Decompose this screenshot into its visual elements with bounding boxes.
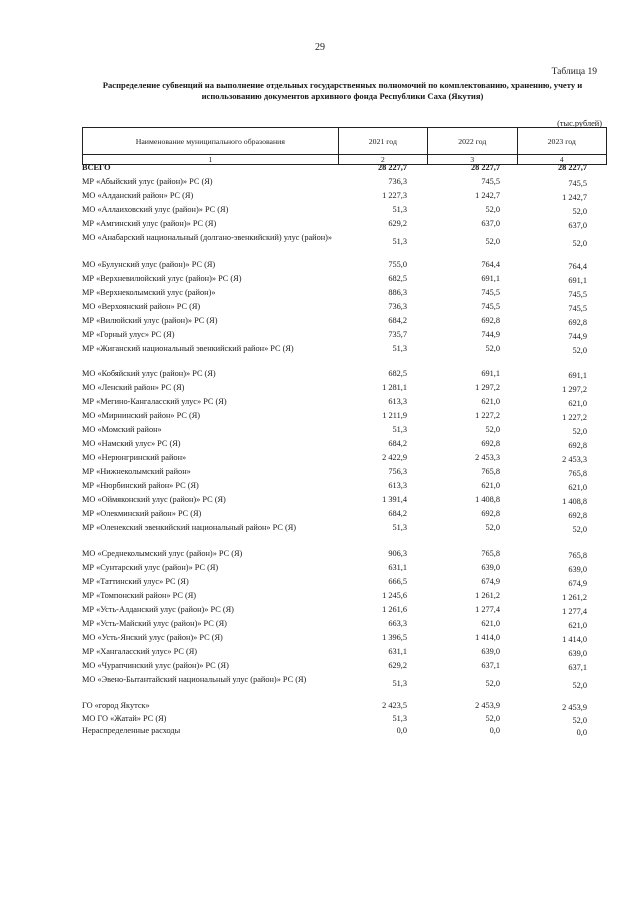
row-value-2021: 629,2 [388,219,407,228]
row-value-2021: 51,3 [392,425,407,434]
row-name: МР «Верхневилюйский улус (район)» РС (Я) [82,274,242,283]
row-value-2023: 745,5 [568,179,587,188]
row-name: МР «Вилюйский улус (район)» РС (Я) [82,316,218,325]
row-value-2022: 52,0 [485,714,500,723]
row-value-2023: 1 414,0 [562,635,587,644]
header-2022: 2022 год [428,128,517,154]
row-value-2023: 52,0 [572,525,587,534]
row-value-2023: 637,0 [568,221,587,230]
row-name: МР «Олекминский район» РС (Я) [82,509,202,518]
row-value-2022: 692,8 [481,439,500,448]
row-value-2022: 2 453,9 [475,701,500,710]
row-value-2022: 28 227,7 [470,163,500,172]
header-col-number-4: 4 [518,155,607,164]
row-name: МР «Абыйский улус (район)» РС (Я) [82,177,213,186]
row-name: МР «Горный улус» РС (Я) [82,330,175,339]
row-name: МР «Хангаласский улус» РС (Я) [82,647,198,656]
row-name: МО «Чурапчинский улус (район)» РС (Я) [82,661,229,670]
row-name: МО «Верхоянский район» РС (Я) [82,302,201,311]
row-value-2023: 691,1 [568,371,587,380]
row-value-2021: 663,3 [388,619,407,628]
row-value-2021: 1 396,5 [382,633,407,642]
row-name: МО «Оймяконский улус (район)» РС (Я) [82,495,226,504]
row-name: МР «Усть-Алданский улус (район)» РС (Я) [82,605,234,614]
row-name: МО «Намский улус» РС (Я) [82,439,181,448]
row-value-2022: 52,0 [485,523,500,532]
row-name: МР «Нюрбинский район» РС (Я) [82,481,199,490]
row-value-2021: 28 227,7 [377,163,407,172]
row-value-2021: 51,3 [392,205,407,214]
row-name: МР «Томпонский район» РС (Я) [82,591,197,600]
row-name: МО «Ленский район» РС (Я) [82,383,185,392]
row-value-2022: 691,1 [481,369,500,378]
row-name: МО ГО «Жатай» РС (Я) [82,714,167,723]
row-value-2021: 684,2 [388,439,407,448]
row-value-2023: 764,4 [568,262,587,271]
row-value-2023: 637,1 [568,663,587,672]
row-value-2022: 1 227,2 [475,411,500,420]
row-value-2023: 1 408,8 [562,497,587,506]
row-value-2022: 52,0 [485,344,500,353]
row-value-2023: 52,0 [572,346,587,355]
row-value-2021: 1 245,6 [382,591,407,600]
row-value-2021: 736,3 [388,177,407,186]
row-value-2023: 744,9 [568,332,587,341]
row-value-2022: 621,0 [481,481,500,490]
row-name: ВСЕГО [82,163,111,172]
row-name: МР «Нижнеколымский район» [82,467,191,476]
row-name: МО «Мирнинский район» РС (Я) [82,411,201,420]
row-value-2022: 639,0 [481,647,500,656]
row-name: МР «Сунтарский улус (район)» РС (Я) [82,563,219,572]
row-value-2022: 52,0 [485,205,500,214]
row-name: МО «Алданский район» РС (Я) [82,191,194,200]
row-value-2022: 639,0 [481,563,500,572]
row-value-2022: 2 453,3 [475,453,500,462]
row-name: МР «Верхнеколымский улус (район)» [82,288,216,297]
header-2023: 2023 год [518,128,607,154]
row-value-2021: 613,3 [388,481,407,490]
page-number: 29 [315,42,325,53]
row-value-2022: 692,8 [481,509,500,518]
header-2021: 2021 год [339,128,428,154]
row-value-2023: 745,5 [568,290,587,299]
row-value-2022: 674,9 [481,577,500,586]
row-value-2023: 691,1 [568,276,587,285]
row-value-2023: 1 297,2 [562,385,587,394]
row-value-2023: 692,8 [568,318,587,327]
row-value-2022: 621,0 [481,619,500,628]
row-value-2021: 613,3 [388,397,407,406]
row-value-2023: 692,8 [568,511,587,520]
row-name: ГО «город Якутск» [82,701,150,710]
row-value-2021: 756,3 [388,467,407,476]
row-value-2023: 28 227,7 [557,163,587,172]
row-value-2021: 51,3 [392,523,407,532]
row-value-2021: 631,1 [388,647,407,656]
row-value-2023: 2 453,3 [562,455,587,464]
row-value-2021: 51,3 [392,679,407,688]
row-value-2022: 1 297,2 [475,383,500,392]
row-value-2022: 691,1 [481,274,500,283]
row-value-2023: 52,0 [572,239,587,248]
row-value-2023: 765,8 [568,551,587,560]
row-name: МР «Оленекский эвенкийский национальный район» РС (Я) [82,523,297,532]
row-value-2021: 666,5 [388,577,407,586]
row-value-2022: 1 277,4 [475,605,500,614]
row-name: МР «Таттинский улус» РС (Я) [82,577,189,586]
row-value-2022: 1 414,0 [475,633,500,642]
header-col-number-1: 1 [83,155,339,164]
row-value-2022: 745,5 [481,302,500,311]
header-name: Наименование муниципального образования [83,128,339,154]
row-name: МР «Усть-Майский улус (район)» РС (Я) [82,619,227,628]
row-value-2021: 736,3 [388,302,407,311]
units-note: (тыс.рублей) [557,119,602,128]
row-value-2021: 906,3 [388,549,407,558]
row-value-2021: 2 422,9 [382,453,407,462]
row-value-2023: 1 277,4 [562,607,587,616]
row-value-2023: 2 453,9 [562,703,587,712]
row-value-2023: 621,0 [568,621,587,630]
row-name: МО «Момский район» [82,425,162,434]
row-name: МО «Кобяйский улус (район)» РС (Я) [82,369,216,378]
row-name: МР «Мегино-Кангаласский улус» РС (Я) [82,397,227,406]
row-value-2021: 1 211,9 [382,411,407,420]
row-value-2021: 51,3 [392,237,407,246]
row-name: МР «Амгинский улус (район)» РС (Я) [82,219,217,228]
row-value-2022: 765,8 [481,467,500,476]
row-value-2023: 621,0 [568,483,587,492]
row-value-2022: 1 408,8 [475,495,500,504]
row-value-2023: 1 242,7 [562,193,587,202]
table-header [82,127,607,165]
row-name: МО «Среднеколымский улус (район)» РС (Я) [82,549,243,558]
row-value-2022: 637,1 [481,661,500,670]
row-value-2021: 755,0 [388,260,407,269]
row-value-2022: 621,0 [481,397,500,406]
row-value-2021: 51,3 [392,714,407,723]
row-value-2022: 744,9 [481,330,500,339]
row-value-2021: 682,5 [388,369,407,378]
row-value-2022: 52,0 [485,679,500,688]
row-value-2022: 52,0 [485,237,500,246]
row-value-2023: 0,0 [576,728,587,737]
document-title: Распределение субвенций на выполнение отдельных государственных полномочий по комплектованию, хранению, учету и использованию документов архивного фонда Республики Саха (Якутия) [102,80,583,101]
row-value-2023: 621,0 [568,399,587,408]
row-value-2021: 682,5 [388,274,407,283]
table-label: Таблица 19 [551,67,597,77]
row-value-2023: 52,0 [572,681,587,690]
row-name: Нераспределенные расходы [82,726,181,735]
row-name: МО «Аллаиховский улус (район)» РС (Я) [82,205,229,214]
row-name: МР «Жиганский национальный эвенкийский район» РС (Я) [82,344,294,353]
row-value-2023: 1 227,2 [562,413,587,422]
row-value-2021: 735,7 [388,330,407,339]
row-value-2023: 639,0 [568,565,587,574]
row-value-2023: 674,9 [568,579,587,588]
row-value-2021: 2 423,5 [382,701,407,710]
row-name: МО «Усть-Янский улус (район)» РС (Я) [82,633,223,642]
row-value-2022: 1 242,7 [475,191,500,200]
row-value-2021: 886,3 [388,288,407,297]
row-value-2022: 0,0 [489,726,500,735]
row-value-2023: 745,5 [568,304,587,313]
header-col-number-3: 3 [428,155,517,164]
row-value-2023: 52,0 [572,207,587,216]
row-value-2021: 1 261,6 [382,605,407,614]
row-value-2021: 1 227,3 [382,191,407,200]
header-col-number-2: 2 [339,155,428,164]
row-value-2021: 0,0 [396,726,407,735]
row-value-2022: 1 261,2 [475,591,500,600]
header-row [82,127,607,155]
row-value-2023: 639,0 [568,649,587,658]
row-value-2021: 684,2 [388,316,407,325]
row-value-2021: 684,2 [388,509,407,518]
row-value-2022: 745,5 [481,177,500,186]
row-name: МО «Анабарский национальный (долгано-эвенкийский) улус (район)» [82,233,333,242]
row-value-2023: 52,0 [572,427,587,436]
row-value-2023: 1 261,2 [562,593,587,602]
row-value-2023: 765,8 [568,469,587,478]
row-value-2022: 52,0 [485,425,500,434]
row-value-2022: 765,8 [481,549,500,558]
row-value-2021: 1 391,4 [382,495,407,504]
row-value-2023: 692,8 [568,441,587,450]
row-name: МО «Булунский улус (район)» РС (Я) [82,260,216,269]
row-value-2021: 631,1 [388,563,407,572]
row-value-2023: 52,0 [572,716,587,725]
row-value-2022: 764,4 [481,260,500,269]
row-value-2022: 637,0 [481,219,500,228]
row-value-2021: 51,3 [392,344,407,353]
row-value-2022: 745,5 [481,288,500,297]
row-name: МО «Эвено-Бытантайский национальный улус (район)» РС (Я) [82,675,307,684]
row-value-2021: 629,2 [388,661,407,670]
row-value-2021: 1 281,1 [382,383,407,392]
row-value-2022: 692,8 [481,316,500,325]
row-name: МО «Нерюнгринский район» [82,453,187,462]
